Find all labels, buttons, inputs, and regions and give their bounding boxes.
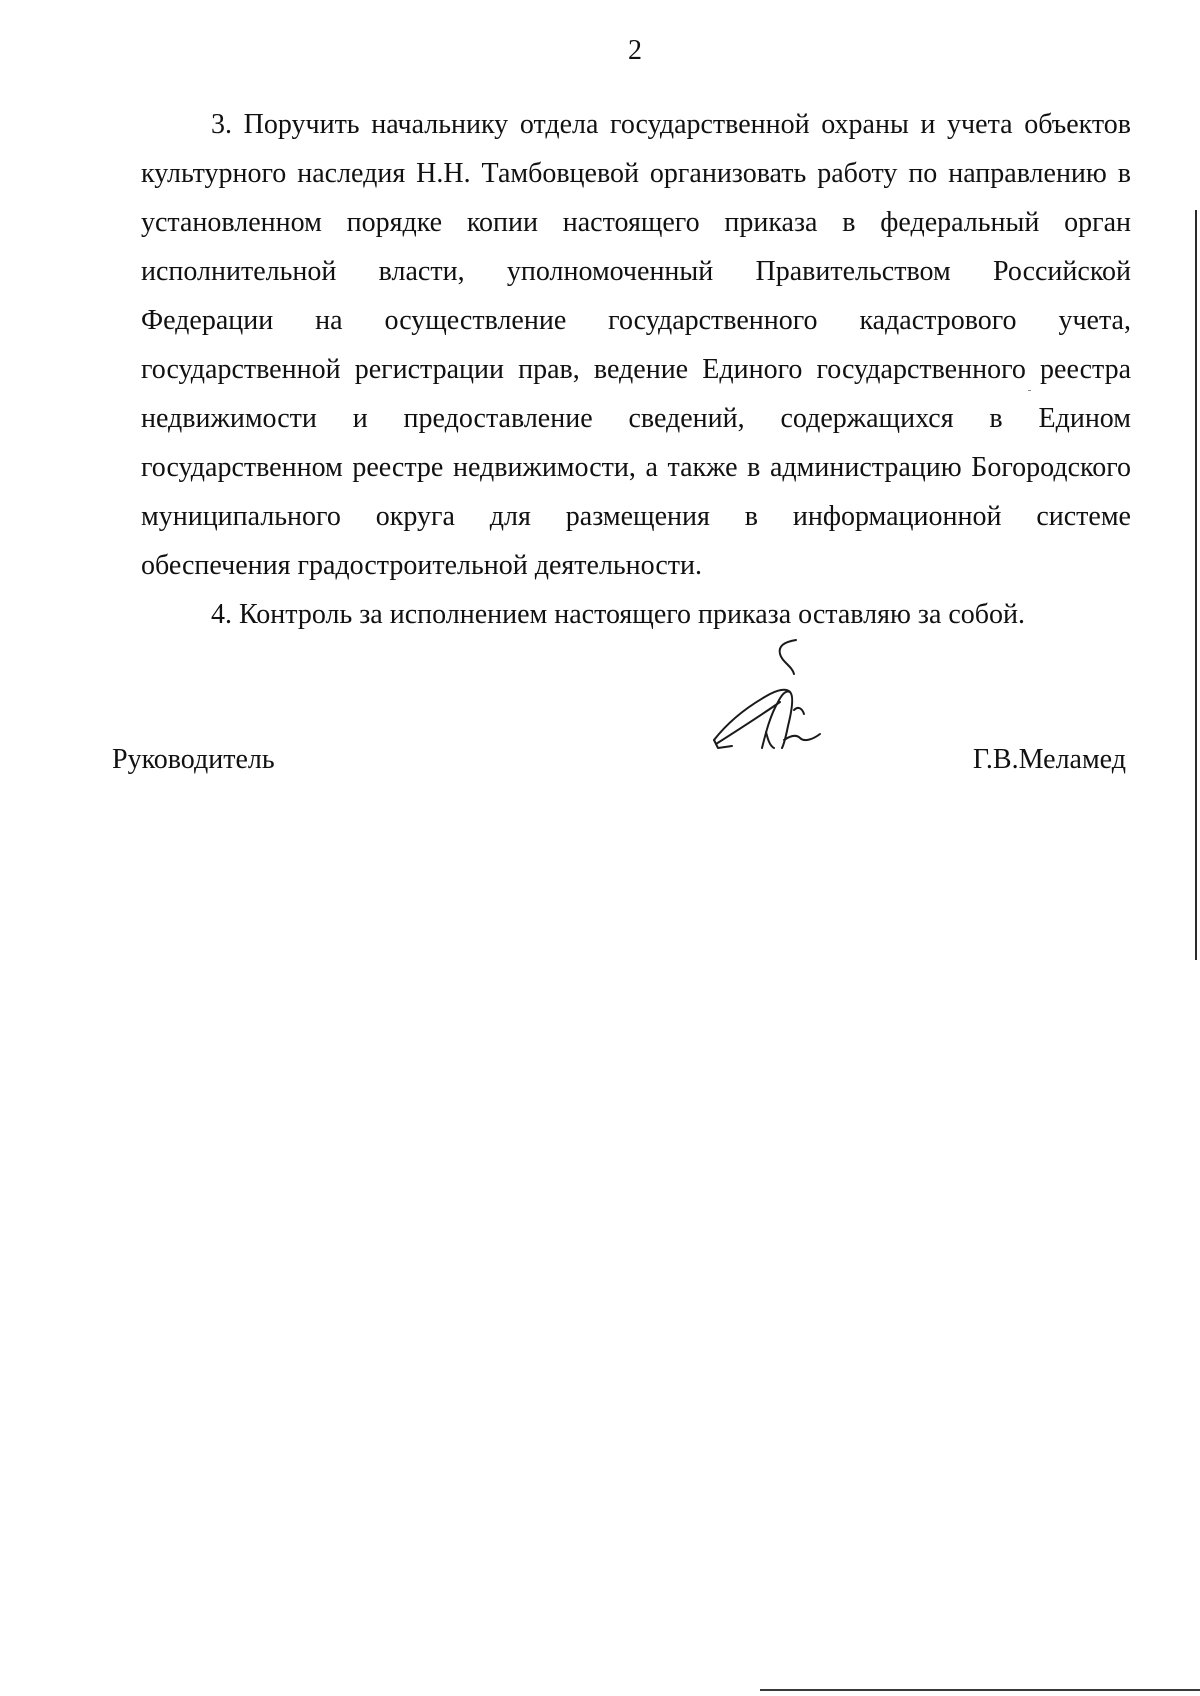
paragraph-3-line: установленном порядке копии настоящего приказа в федеральный орган [141,207,1131,238]
signature-block [0,743,1200,783]
scan-edge-line-bottom [760,1689,1200,1691]
paragraph-3-line: исполнительной власти, уполномоченный Правительством Российской [141,256,1131,287]
paragraph-3-line: государственном реестре недвижимости, а также в администрацию Богородского [141,452,1131,483]
paragraph-3-line: муниципального округа для размещения в информационной системе [141,501,1131,532]
signatory-name: Г.В.Меламед [972,744,1126,775]
page-number: 2 [628,35,642,66]
signatory-position: Руководитель [112,744,275,775]
paragraph-3-line: культурного наследия Н.Н. Тамбовцевой организовать работу по направлению в [141,158,1131,189]
paragraph-3-line: недвижимости и предоставление сведений, содержащихся в Едином [141,403,1131,434]
order-body [141,100,1131,639]
scan-artifact [1028,390,1031,391]
paragraph-4: 4. Контроль за исполнением настоящего приказа оставляю за собой. [211,599,1026,630]
paragraph-3-line: 3. Поручить начальнику отдела государственной охраны и учета объектов [211,109,1131,140]
paragraph-3-line: обеспечения градостроительной деятельности. [141,550,703,581]
paragraph-3-line: Федерации на осуществление государственного кадастрового учета, [141,305,1131,336]
paragraph-3-line: государственной регистрации прав, ведение Единого государственного реестра [141,354,1131,385]
scan-edge-line [1195,210,1197,960]
